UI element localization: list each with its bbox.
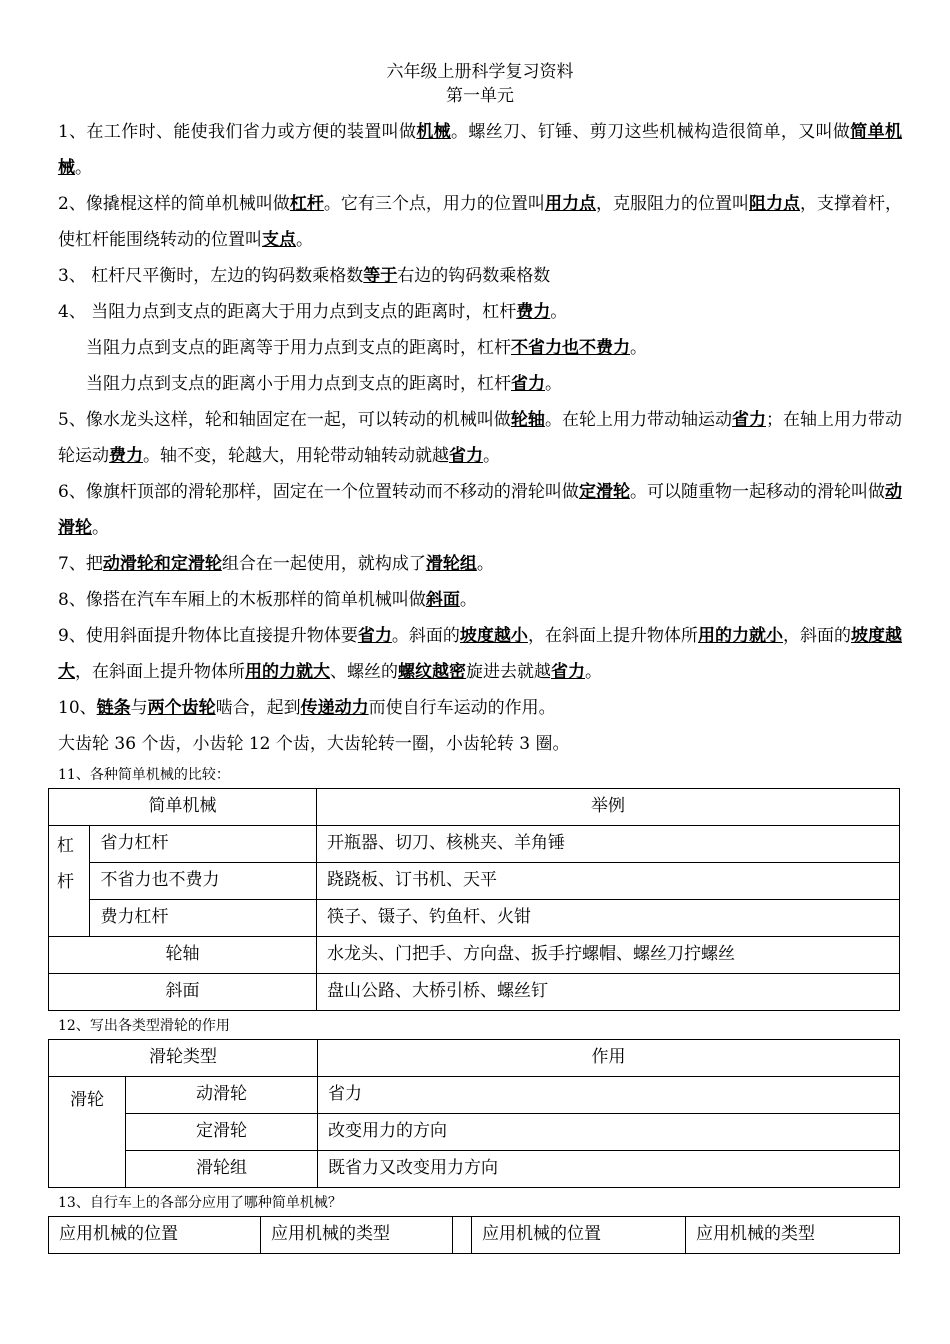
- text-segment: ，在斜面上提升物体所: [75, 662, 245, 682]
- answer-keyword: 费力: [109, 446, 143, 466]
- table-header: 滑轮类型: [49, 1040, 318, 1077]
- table-cell: 定滑轮: [126, 1114, 318, 1151]
- text-segment: 。: [550, 302, 568, 322]
- item-8: [58, 582, 902, 618]
- text-segment: 7、把: [58, 554, 103, 574]
- table-cell: 盘山公路、大桥引桥、螺丝钉: [317, 974, 900, 1011]
- text-segment: 3、 杠杆尺平衡时，左边的钩码数乘格数: [58, 266, 364, 286]
- answer-keyword: 支点: [262, 230, 296, 250]
- answer-keyword: 坡度越小: [459, 626, 528, 646]
- document-title: 六年级上册科学复习资料: [386, 62, 574, 82]
- text-segment: 。它有三个点，用力的位置叫: [323, 194, 545, 214]
- answer-keyword: 省力: [731, 410, 766, 430]
- answer-keyword: 省力: [449, 446, 483, 466]
- item-4b: [58, 330, 902, 366]
- unit-title: 第一单元: [446, 86, 514, 106]
- text-segment: ，在斜面上提升物体所: [527, 626, 698, 646]
- text-segment: 9、使用斜面提升物体比直接提升物体要: [58, 626, 358, 646]
- text-segment: 2、像撬棍这样的简单机械叫做: [58, 194, 290, 214]
- table11-caption: 11、各种简单机械的比较：: [58, 767, 230, 783]
- text-segment: 。螺丝刀、钉锤、剪刀这些机械构造很简单，又叫做: [451, 122, 851, 142]
- text-segment: 。可以随重物一起移动的滑轮叫做: [629, 482, 886, 502]
- text-segment: 、螺丝的: [330, 662, 398, 682]
- table-cell: 费力杠杆: [90, 900, 317, 937]
- text-segment: 当阻力点到支点的距离小于用力点到支点的距离时，杠杆: [86, 374, 511, 394]
- item-3: [58, 258, 902, 294]
- answer-keyword: 动滑轮和定滑轮: [102, 554, 222, 574]
- item-5: [58, 402, 902, 474]
- pulley-group-cell: 滑轮: [49, 1077, 126, 1188]
- text-segment: 5、像水龙头这样，轮和轴固定在一起，可以转动的机械叫做: [58, 410, 511, 430]
- answer-keyword: 省力: [357, 626, 392, 646]
- table-cell: 动滑轮: [126, 1077, 318, 1114]
- text-segment: 。: [630, 338, 647, 358]
- text-segment: 4、 当阻力点到支点的距离大于用力点到支点的距离时，杠杆: [58, 302, 517, 322]
- answer-keyword: 用的力就小: [697, 626, 784, 646]
- table-cell: 改变用力的方向: [318, 1114, 900, 1151]
- item-10-gears: 大齿轮 36 个齿，小齿轮 12 个齿，大齿轮转一圈，小齿轮转 3 圈。: [58, 734, 570, 754]
- simple-machines-table: [48, 788, 900, 1011]
- answer-keyword: 传递动力: [300, 698, 369, 718]
- text-segment: 。: [483, 446, 500, 466]
- table-cell: 水龙头、门把手、方向盘、扳手拧螺帽、螺丝刀拧螺丝: [317, 937, 900, 974]
- text-segment: ，斜面的: [783, 626, 852, 646]
- text-segment: 。: [459, 590, 477, 610]
- answer-keyword: 阻力点: [748, 194, 800, 214]
- table-header: 应用机械的类型: [686, 1217, 900, 1254]
- answer-keyword: 费力: [516, 302, 551, 322]
- text-segment: 。: [92, 518, 109, 538]
- answer-keyword: 轮轴: [510, 410, 545, 430]
- document-page: [58, 60, 902, 1254]
- answer-keyword: 用力点: [544, 194, 596, 214]
- answer-keyword: 坡度越大: [58, 626, 903, 682]
- text-segment: 10、: [58, 698, 97, 718]
- answer-keyword: 简单机械: [58, 122, 902, 178]
- text-segment: 旋进去就越: [466, 662, 551, 682]
- text-segment: 而使自行车运动的作用。: [368, 698, 556, 718]
- table-header: 举例: [317, 789, 900, 826]
- table-cell: 既省力又改变用力方向: [318, 1151, 900, 1188]
- text-segment: 组合在一起使用，就构成了: [221, 554, 426, 574]
- text-segment: 1、在工作时、能使我们省力或方便的装置叫做: [58, 122, 417, 142]
- table-header: 应用机械的位置: [49, 1217, 261, 1254]
- table-cell: 轮轴: [49, 937, 317, 974]
- table12-caption: 12、写出各类型滑轮的作用: [58, 1018, 230, 1034]
- answer-keyword: 省力: [511, 374, 545, 394]
- answer-keyword: 不省力也不费力: [511, 338, 630, 358]
- item-4a: [58, 294, 902, 330]
- text-segment: ，克服阻力的位置叫: [595, 194, 749, 214]
- text-segment: ，支撑着杆，使杠杆能围绕转动的位置叫: [58, 194, 903, 250]
- text-segment: 8、像搭在汽车车厢上的木板那样的简单机械叫做: [58, 590, 426, 610]
- answer-keyword: 斜面: [425, 590, 460, 610]
- table-header: 应用机械的类型: [261, 1217, 453, 1254]
- text-segment: 。: [545, 374, 562, 394]
- item-1: [58, 114, 902, 186]
- table-header: 应用机械的位置: [472, 1217, 686, 1254]
- text-segment: 。斜面的: [391, 626, 460, 646]
- answer-keyword: 链条: [96, 698, 131, 718]
- table-spacer: [453, 1217, 472, 1254]
- text-segment: 。轴不变，轮越大，用轮带动轴转动就越: [143, 446, 449, 466]
- text-segment: 当阻力点到支点的距离等于用力点到支点的距离时，杠杆: [86, 338, 511, 358]
- table-cell: 斜面: [49, 974, 317, 1011]
- item-7: [58, 546, 902, 582]
- item-6: [58, 474, 902, 546]
- answer-keyword: 定滑轮: [578, 482, 630, 502]
- answer-keyword: 滑轮组: [425, 554, 477, 574]
- item-10: [58, 690, 902, 726]
- table-cell: 省力: [318, 1077, 900, 1114]
- item-9: [58, 618, 902, 690]
- table-cell: 筷子、镊子、钓鱼杆、火钳: [317, 900, 900, 937]
- answer-keyword: 动滑轮: [58, 482, 903, 538]
- table-cell: 开瓶器、切刀、核桃夹、羊角锤: [317, 826, 900, 863]
- text-segment: 。: [476, 554, 494, 574]
- text-segment: 右边的钩码数乘格数: [397, 266, 551, 286]
- item-2: [58, 186, 902, 258]
- answer-keyword: 螺纹越密: [398, 662, 466, 682]
- table-cell: 不省力也不费力: [90, 863, 317, 900]
- text-segment: 。: [75, 158, 92, 178]
- text-segment: 与: [130, 698, 148, 718]
- lever-group-cell: 杠杆: [49, 826, 90, 937]
- text-segment: ；在轴上用力带动轮运动: [58, 410, 903, 466]
- table-cell: 跷跷板、订书机、天平: [317, 863, 900, 900]
- table13-caption: 13、自行车上的各部分应用了哪种简单机械？: [58, 1195, 342, 1211]
- item-4c: [58, 366, 902, 402]
- text-segment: 。: [296, 230, 313, 250]
- text-segment: 。在轮上用力带动轴运动: [544, 410, 732, 430]
- table-cell: 省力杠杆: [90, 826, 317, 863]
- answer-keyword: 两个齿轮: [147, 698, 216, 718]
- answer-keyword: 机械: [416, 122, 452, 142]
- answer-keyword: 用的力就大: [245, 662, 330, 682]
- table-header: 作用: [318, 1040, 900, 1077]
- text-segment: 啮合，起到: [215, 698, 301, 718]
- text-segment: 6、像旗杆顶部的滑轮那样，固定在一个位置转动而不移动的滑轮叫做: [58, 482, 579, 502]
- bicycle-table: [48, 1216, 900, 1254]
- table-header: 简单机械: [49, 789, 317, 826]
- text-segment: 。: [585, 662, 602, 682]
- pulley-table: [48, 1039, 900, 1188]
- table-cell: 滑轮组: [126, 1151, 318, 1188]
- answer-keyword: 等于: [363, 266, 398, 286]
- answer-keyword: 杠杆: [289, 194, 324, 214]
- answer-keyword: 省力: [551, 662, 585, 682]
